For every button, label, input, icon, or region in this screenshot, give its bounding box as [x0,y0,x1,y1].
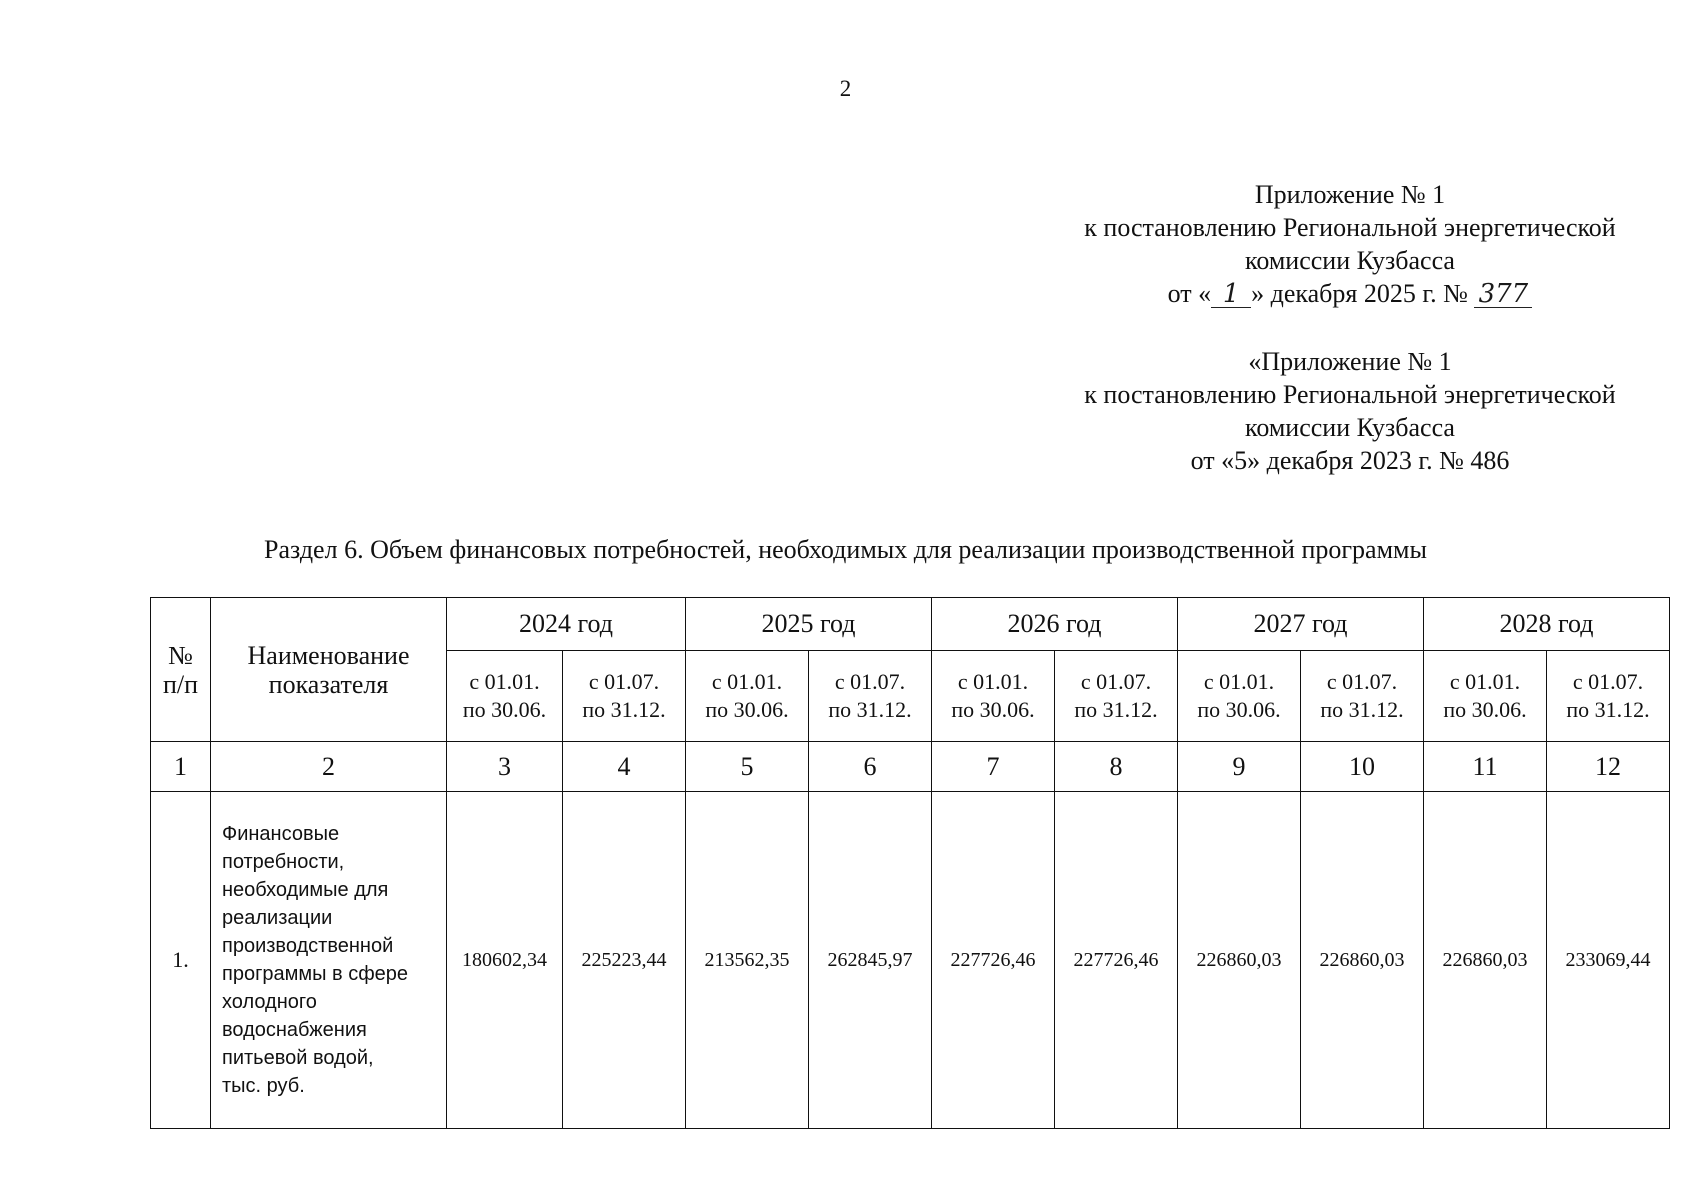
previous-resolution-line: к постановлению Региональной энергетической [1084,380,1616,409]
value-cell: 226860,03 [1424,792,1547,1129]
period-header-second-half: с 01.07. по 31.12. [1547,651,1670,742]
indicator-name-line: Финансовые [222,823,340,845]
column-number-header-line1: № [168,640,193,670]
value-cell: 226860,03 [1178,792,1301,1129]
period-header-first-half: с 01.01. по 30.06. [686,651,809,742]
column-numbers-row [151,742,1670,792]
previous-commission-line: комиссии Кузбасса [1245,413,1455,442]
approval-title: Приложение № 1 [1254,180,1446,209]
value-cell: 180602,34 [447,792,563,1129]
indicator-name-line: тыс. руб. [222,1075,305,1097]
value-cell: 227726,46 [932,792,1055,1129]
column-number: 5 [686,742,809,792]
page-number: 2 [839,76,852,101]
approval-commission-line: комиссии Кузбасса [1245,246,1455,275]
indicator-name-header [211,598,447,742]
indicator-name-line: необходимые для [222,879,389,901]
year-header: 2024 год [447,598,686,651]
column-number: 10 [1301,742,1424,792]
period-header-second-half: с 01.07. по 31.12. [563,651,686,742]
indicator-name-line: холодного [222,991,317,1013]
financial-needs-table [150,597,1670,1129]
column-number: 9 [1178,742,1301,792]
indicator-name-line: питьевой водой, [222,1047,374,1069]
indicator-name-line: потребности, [222,851,345,873]
previous-date-line: от «5» декабря 2023 г. № 486 [1190,446,1510,475]
value-cell: 233069,44 [1547,792,1670,1129]
column-number-header [151,598,211,742]
period-header-first-half: с 01.01. по 30.06. [932,651,1055,742]
column-number: 6 [809,742,932,792]
year-header: 2028 год [1424,598,1670,651]
table-row [151,792,1670,1129]
year-header: 2026 год [932,598,1178,651]
period-header-second-half: с 01.07. по 31.12. [809,651,932,742]
period-header-second-half: с 01.07. по 31.12. [1055,651,1178,742]
column-number: 1 [151,742,211,792]
previous-approval-title: «Приложение № 1 [1248,347,1452,376]
column-number: 7 [932,742,1055,792]
value-cell: 225223,44 [563,792,686,1129]
value-cell: 226860,03 [1301,792,1424,1129]
indicator-name-line: программы в сфере [222,963,409,985]
column-number: 8 [1055,742,1178,792]
approval-day-handwritten: 1 [1211,281,1251,308]
value-cell: 213562,35 [686,792,809,1129]
period-header-second-half: с 01.07. по 31.12. [1301,651,1424,742]
period-header-first-half: с 01.01. по 30.06. [447,651,563,742]
column-number: 4 [563,742,686,792]
indicator-name-line: водоснабжения [222,1019,367,1041]
year-header-row [151,598,1670,651]
column-number: 2 [211,742,447,792]
indicator-name [211,792,447,1129]
approval-date-middle: » декабря 2025 г. № [1251,279,1468,308]
column-number: 11 [1424,742,1547,792]
column-number: 3 [447,742,563,792]
year-header: 2025 год [686,598,932,651]
approval-date-line [1050,277,1650,310]
period-header-first-half: с 01.01. по 30.06. [1424,651,1547,742]
period-header-first-half: с 01.01. по 30.06. [1178,651,1301,742]
approval-number-handwritten: 377 [1474,281,1532,308]
indicator-name-line: реализации [222,907,333,929]
approval-block-previous [1050,345,1650,477]
indicator-name-header-line2: показателя [268,669,389,699]
indicator-name-header-line1: Наименование [247,640,410,670]
section-title: Раздел 6. Объем финансовых потребностей, необходимых для реализации производственной программы [264,535,1427,564]
indicator-name-line: производственной [222,935,394,957]
column-number: 12 [1547,742,1670,792]
value-cell: 227726,46 [1055,792,1178,1129]
year-header: 2027 год [1178,598,1424,651]
approval-date-prefix: от « [1167,279,1212,308]
row-index: 1. [151,792,211,1129]
value-cell: 262845,97 [809,792,932,1129]
approval-resolution-line: к постановлению Региональной энергетической [1084,213,1616,242]
column-number-header-line2: п/п [162,669,199,699]
approval-block-current [1050,178,1650,310]
